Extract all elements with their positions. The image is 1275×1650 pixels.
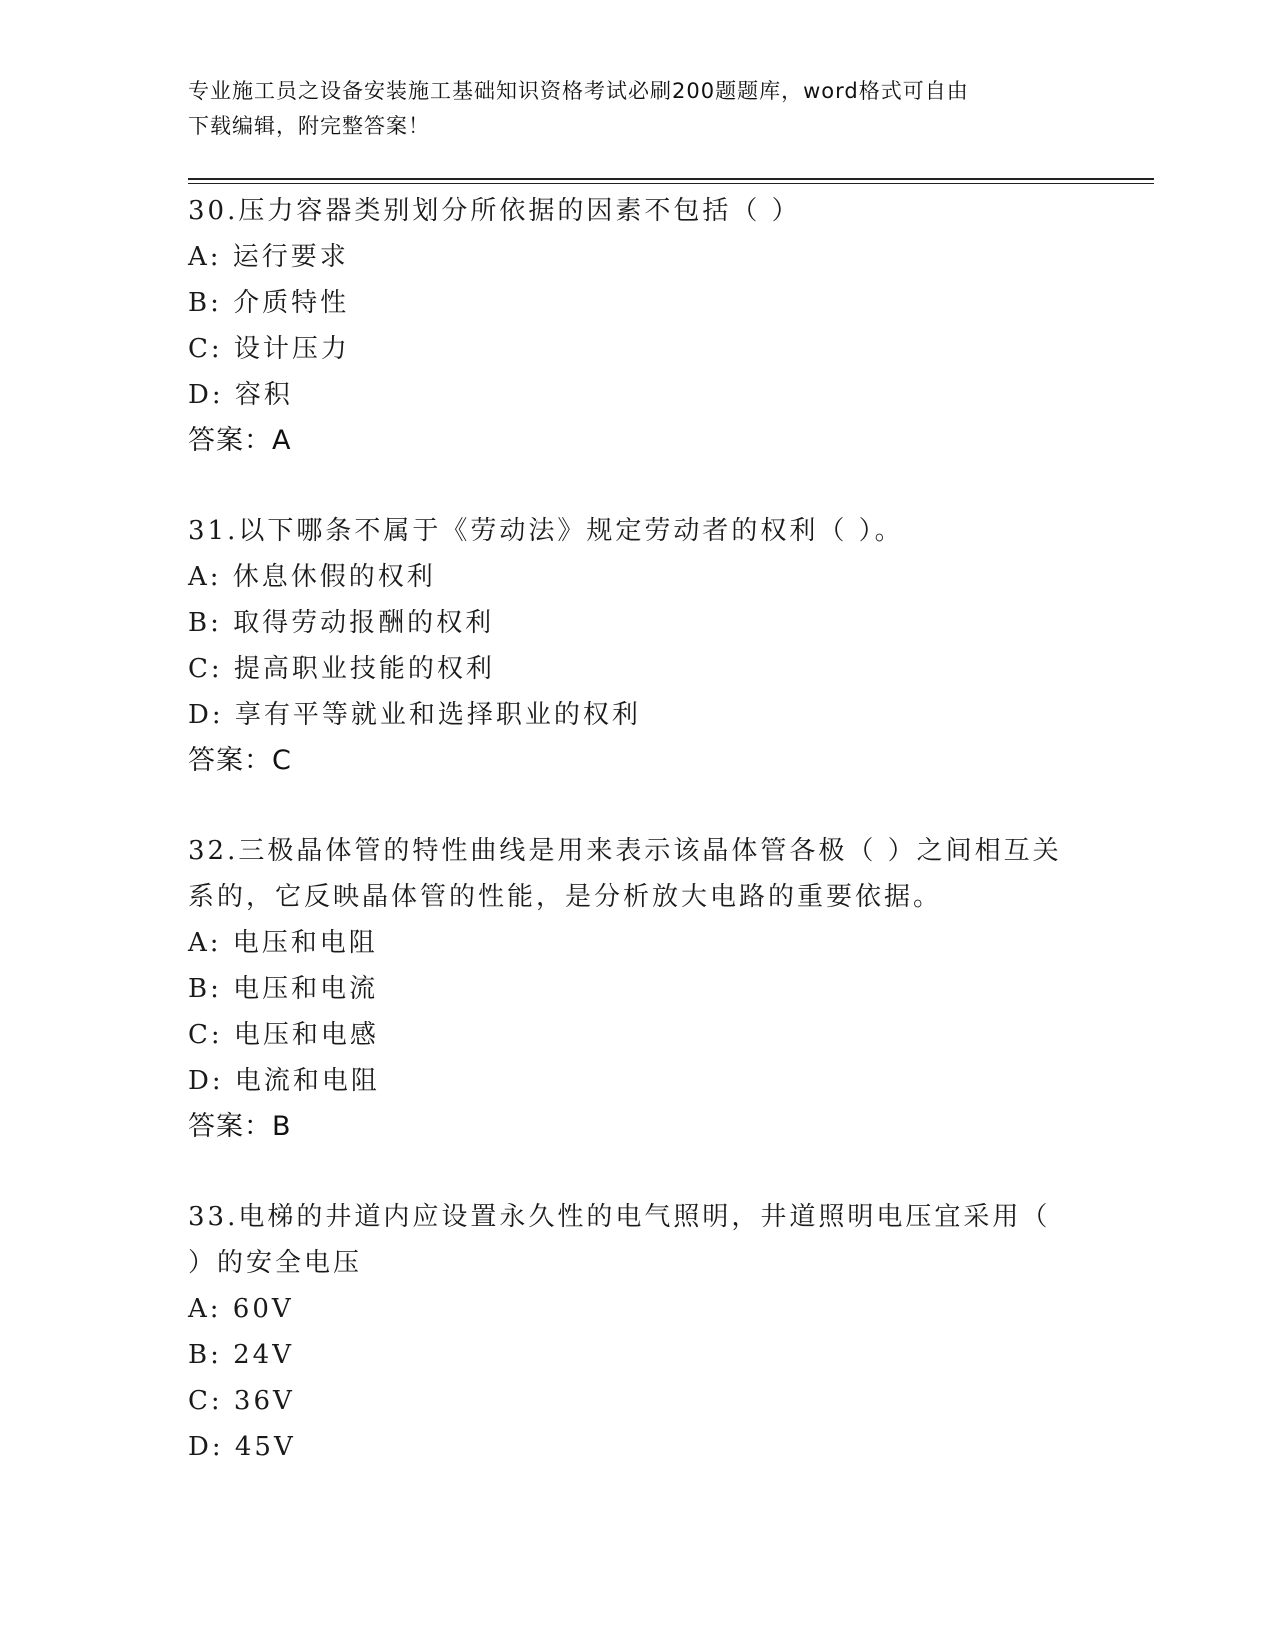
question-31 [188,508,1068,784]
question-33 [188,1194,1068,1470]
option-d: D: 电流和电阻 [188,1066,380,1096]
option-c: C: 设计压力 [188,334,350,364]
option-b: B: 介质特性 [188,288,350,318]
header-divider-thick [188,178,1154,180]
option-c: C: 36V [188,1386,295,1416]
document-header [188,74,1068,144]
option-a: A: 休息休假的权利 [188,562,436,592]
header-divider-thin [188,183,1154,184]
answer: 答案：B [188,1111,292,1142]
option-b: B: 取得劳动报酬的权利 [188,608,495,638]
option-c: C: 电压和电感 [188,1020,379,1050]
option-d: D: 享有平等就业和选择职业的权利 [188,700,641,730]
question-stem-line-1: 33.电梯的井道内应设置永久性的电气照明，井道照明电压宜采用（ [188,1202,1051,1232]
option-d: D: 45V [188,1432,296,1462]
option-d: D: 容积 [188,380,293,410]
option-a: A: 电压和电阻 [188,928,378,958]
option-b: B: 电压和电流 [188,974,379,1004]
question-32 [188,828,1068,1150]
option-a: A: 运行要求 [188,242,349,272]
question-stem-line-1: 32.三极晶体管的特性曲线是用来表示该晶体管各极（ ）之间相互关 [188,836,1062,866]
answer: 答案：A [188,425,292,456]
option-b: B: 24V [188,1340,294,1370]
question-stem: 31.以下哪条不属于《劳动法》规定劳动者的权利（ ）。 [188,516,904,546]
question-stem: 30.压力容器类别划分所依据的因素不包括（ ） [188,196,801,226]
question-stem-line-2: ）的安全电压 [188,1248,363,1278]
answer: 答案：C [188,745,292,776]
question-stem-line-2: 系的，它反映晶体管的性能，是分析放大电路的重要依据。 [188,882,943,912]
question-30 [188,188,1068,464]
header-line-2: 下载编辑，附完整答案！ [188,114,430,138]
question-list [188,188,1068,1470]
option-c: C: 提高职业技能的权利 [188,654,495,684]
header-line-1: 专业施工员之设备安装施工基础知识资格考试必刷200题题库，word格式可自由 [188,79,969,103]
option-a: A: 60V [188,1294,294,1324]
